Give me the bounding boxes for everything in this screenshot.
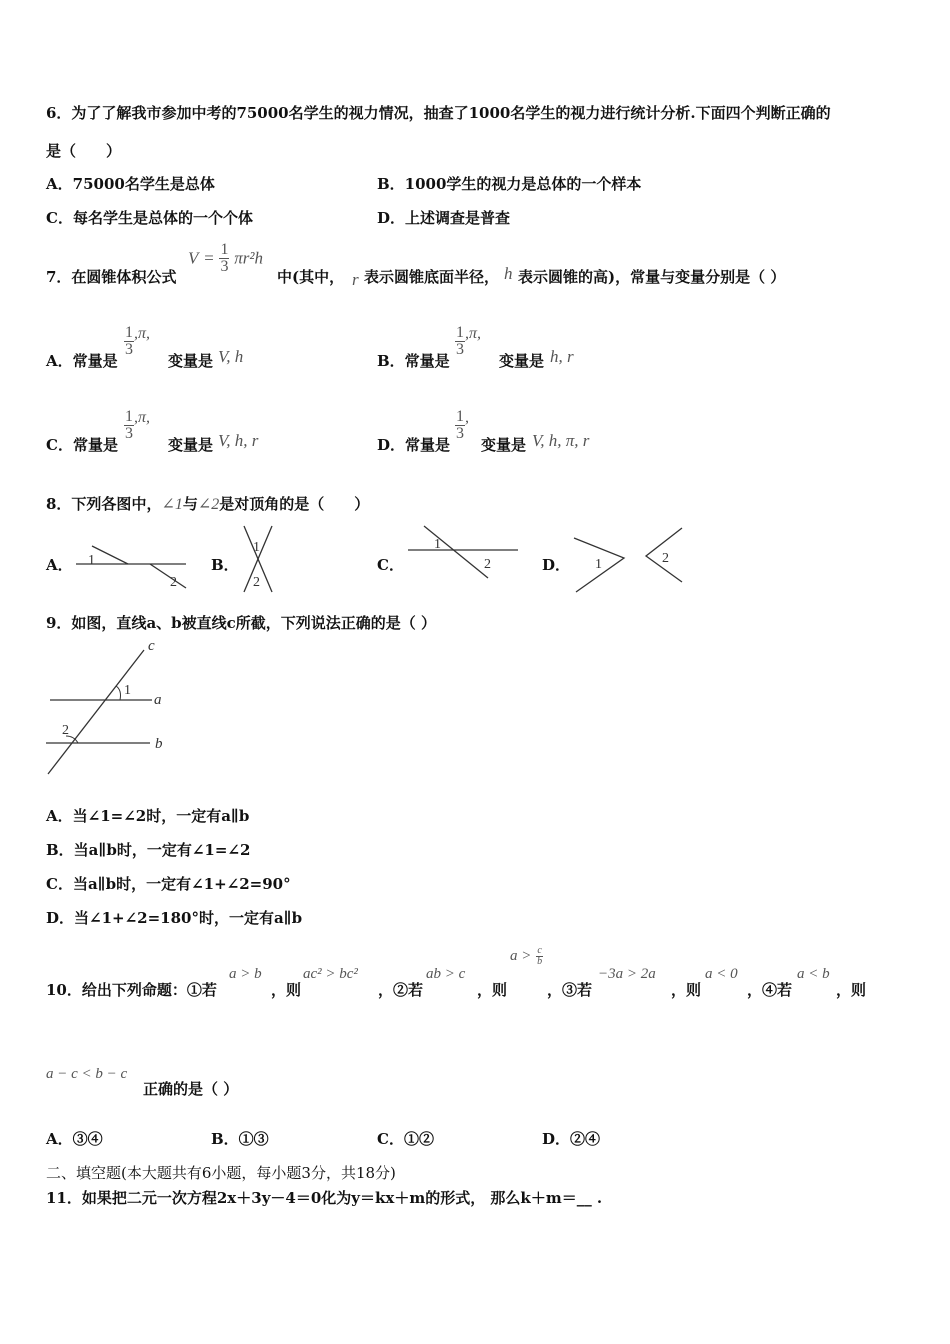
q8-figure-b [236, 524, 280, 598]
q7-option-d-var: V, h, π, r [532, 431, 590, 450]
c-frac-num: 1 [125, 408, 133, 425]
q10-e4 [510, 946, 543, 967]
q10-p9: 正确的是（ ） [143, 1080, 239, 1098]
b-frac-den: 3 [456, 341, 464, 358]
q10-p3: ，②若 [378, 981, 424, 999]
fig-c-transversal [424, 526, 488, 578]
q8-angle2: ∠2 [197, 496, 220, 513]
section-2-heading: 二、填空题(本大题共有6小题，每小题3分，共18分) [46, 1164, 396, 1182]
fraction-numerator: 1 [220, 241, 229, 258]
fig-a-segment-1 [92, 546, 128, 564]
q10-p8: ，则 [836, 981, 867, 999]
q10-e4-frac [536, 946, 543, 967]
fig-b-label-1: 1 [253, 540, 260, 555]
formula-v: V [188, 248, 199, 268]
fig-b-label-2: 2 [253, 575, 260, 590]
q8-angle1: ∠1 [161, 496, 183, 513]
q6-option-c: C．每名学生是总体的一个个体 [46, 209, 253, 227]
d-frac-num: 1 [456, 408, 464, 425]
q9-option-d: D．当∠1+∠2=180°时，一定有a∥b [46, 909, 303, 927]
q11-stem: 11．如果把二元一次方程2x＋3y－4＝0化为y＝kx＋m的形式， 那么k＋m＝__ . [46, 1189, 603, 1207]
q10-option-b: B．①③ [211, 1130, 269, 1148]
q7-option-a-var-label: 变量是 [168, 352, 214, 370]
q10-e5: −3a > 2a [598, 966, 656, 982]
q8-figure-d [570, 526, 686, 598]
b-frac-num: 1 [456, 324, 464, 341]
q9-option-b: B．当a∥b时，一定有∠1=∠2 [46, 841, 251, 859]
q7-option-b-var-label: 变量是 [499, 352, 545, 370]
q10-e7: a < b [797, 966, 830, 982]
a-frac-num: 1 [125, 324, 133, 341]
q7-option-a-const [124, 325, 150, 358]
q7-var-r: r [352, 270, 359, 289]
q8-option-d-label: D． [542, 556, 571, 574]
q10-p2: ，则 [271, 981, 302, 999]
q7-option-a-label: A．常量是 [46, 352, 118, 370]
q8-figure-a [72, 538, 192, 598]
q7-option-d-label: D．常量是 [377, 436, 451, 454]
q7-stem-suffix: 表示圆锥的高)，常量与变量分别是（ ） [518, 268, 786, 286]
formula-fraction [219, 242, 229, 275]
q9-label-a: a [154, 692, 162, 708]
q9-stem: 9．如图，直线a、b被直线c所截，下列说法正确的是（ ） [46, 614, 437, 632]
q7-option-a-var: V, h [218, 347, 244, 366]
fig-a-label-1: 1 [88, 553, 95, 568]
q10-e6: a < 0 [705, 966, 738, 982]
q10-e8: a − c < b − c [46, 1066, 128, 1082]
q8-stem-end: 是对顶角的是（ ） [219, 495, 370, 513]
q10-p1: 10．给出下列命题：①若 [46, 981, 217, 999]
q6-option-b: B．1000学生的视力是总体的一个样本 [377, 175, 642, 193]
q7-stem-middle: 中(其中， [277, 268, 345, 286]
q7-option-d-var-label: 变量是 [481, 436, 527, 454]
q10-e3: ab > c [426, 966, 466, 982]
q8-stem-prefix: 8．下列各图中， [46, 495, 162, 513]
q10-e2: ac² > bc² [303, 966, 358, 982]
q9-label-1: 1 [124, 683, 131, 698]
fig-c-label-1: 1 [434, 537, 441, 552]
q6-option-d: D．上述调查是普查 [377, 209, 511, 227]
fig-d-label-1: 1 [595, 557, 602, 572]
q8-figure-c [404, 524, 522, 584]
q7-option-d-const [455, 409, 469, 442]
q9-line-c [48, 650, 144, 774]
q10-e4-den: b [537, 956, 543, 967]
q7-option-c-var-label: 变量是 [168, 436, 214, 454]
d-const-comma: , [465, 409, 469, 426]
fig-a-segment-2 [150, 564, 186, 588]
q7-stem-mid2: 表示圆锥底面半径， [364, 268, 500, 286]
q8-and: 与 [182, 495, 198, 513]
q8-option-b-label: B． [211, 556, 239, 574]
q10-option-d: D．②④ [542, 1130, 601, 1148]
q9-label-b: b [155, 736, 163, 752]
q9-option-a: A．当∠1=∠2时，一定有a∥b [46, 807, 250, 825]
q8-stem [46, 493, 369, 514]
b-const-pi: ,π, [465, 325, 482, 342]
formula-rest: πr²h [234, 248, 263, 268]
fig-c-label-2: 2 [484, 557, 491, 572]
c-const-pi: ,π, [134, 409, 151, 426]
q7-option-b-const [455, 325, 481, 358]
q7-formula [188, 242, 263, 275]
q10-e4-num: c [537, 945, 542, 956]
q9-figure [40, 636, 180, 782]
q7-stem-prefix: 7．在圆锥体积公式 [46, 268, 177, 286]
q7-option-b-label: B．常量是 [377, 352, 450, 370]
q8-option-a-label: A． [46, 556, 73, 574]
a-frac-den: 3 [125, 341, 133, 358]
a-const-pi: ,π, [134, 325, 151, 342]
q8-option-c-label: C． [377, 556, 404, 574]
q6-stem-line1: 6．为了了解我市参加中考的75000名学生的视力情况，抽查了1000名学生的视力进行统计分析.下面四个判断正确的 [46, 104, 831, 122]
c-frac-den: 3 [125, 425, 133, 442]
q9-angle-1-arc [116, 686, 121, 700]
q10-option-a: A．③④ [46, 1130, 103, 1148]
fraction-denominator: 3 [220, 258, 229, 275]
q10-e1: a > b [229, 966, 262, 982]
q6-option-a: A．75000名学生是总体 [46, 175, 215, 193]
q7-option-c-const [124, 409, 150, 442]
q10-p7: ，④若 [747, 981, 793, 999]
q9-label-2: 2 [62, 723, 69, 738]
q10-p6: ，则 [671, 981, 702, 999]
q10-p5: ，③若 [547, 981, 593, 999]
q7-option-b-var: h, r [550, 347, 574, 366]
q7-var-h: h [504, 264, 513, 283]
q10-p4: ，则 [477, 981, 508, 999]
q7-option-c-var: V, h, r [218, 431, 259, 450]
q10-e4-a: a > [510, 948, 532, 964]
formula-eq: = [203, 248, 215, 268]
q6-stem-line2: 是（ ） [46, 142, 122, 160]
q10-option-c: C．①② [377, 1130, 434, 1148]
q9-label-c: c [148, 638, 155, 654]
d-frac-den: 3 [456, 425, 464, 442]
q7-option-c-label: C．常量是 [46, 436, 118, 454]
fig-d-label-2: 2 [662, 551, 669, 566]
fig-a-label-2: 2 [170, 575, 177, 590]
q9-option-c: C．当a∥b时，一定有∠1+∠2=90° [46, 875, 291, 893]
